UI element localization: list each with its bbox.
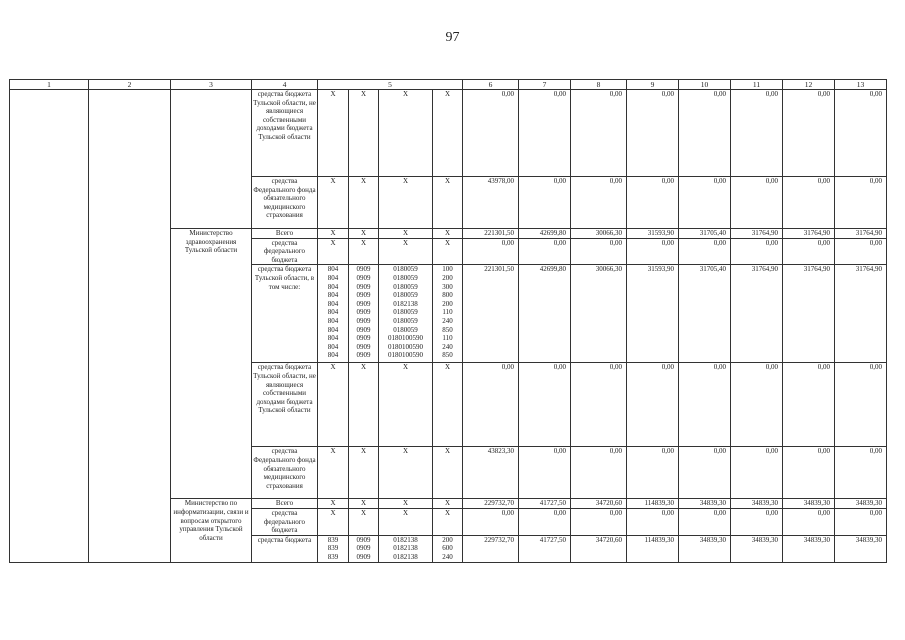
value-cell: 0,00 <box>783 508 835 535</box>
value-cell: 0,00 <box>835 508 887 535</box>
code-cell: X <box>349 363 379 447</box>
value-cell: 0,00 <box>463 90 519 177</box>
value-cell: 0,00 <box>731 508 783 535</box>
code-cell: X <box>349 447 379 499</box>
value-cell: 0,00 <box>731 90 783 177</box>
code-cell: X <box>349 177 379 229</box>
code-cell: 839 839 839 <box>318 535 349 562</box>
value-cell: 0,00 <box>571 447 627 499</box>
header-row <box>10 80 905 90</box>
value-cell: 0,00 <box>519 177 571 229</box>
ministry-cell: Министерство по информатизации, связи и вопросам открытого управления Тульской области <box>171 499 252 562</box>
code-cell: X <box>433 363 463 447</box>
header-cell: 11 <box>731 80 783 90</box>
value-cell: 0,00 <box>679 177 731 229</box>
value-cell: 34839,30 <box>731 499 783 509</box>
header-cell: 7 <box>519 80 571 90</box>
code-cell: X <box>318 90 349 177</box>
column-2-cell <box>89 90 171 563</box>
header-cell: 1 <box>10 80 89 90</box>
value-cell: 0,00 <box>627 508 679 535</box>
code-cell: 804 804 804 804 804 804 804 804 804 804 804 <box>318 265 349 363</box>
code-cell: X <box>318 508 349 535</box>
table-row <box>10 90 905 177</box>
header-cell: 6 <box>463 80 519 90</box>
value-cell: 0,00 <box>571 90 627 177</box>
code-cell: 0909 0909 0909 0909 0909 0909 0909 0909 0909 0909 0909 <box>349 265 379 363</box>
value-cell: 0,00 <box>519 238 571 265</box>
source-cell: средства Федерального фонда обязательного медицинского страхования <box>252 447 318 499</box>
source-cell: средства федерального бюджета <box>252 238 318 265</box>
value-cell: 221301,50 <box>463 229 519 239</box>
code-cell: X <box>433 90 463 177</box>
value-cell: 0,00 <box>783 447 835 499</box>
code-cell: X <box>349 499 379 509</box>
value-cell: 34839,30 <box>731 535 783 562</box>
code-cell: X <box>433 508 463 535</box>
header-cell: 9 <box>627 80 679 90</box>
value-cell: 34839,30 <box>679 499 731 509</box>
value-cell: 31764,90 <box>731 229 783 239</box>
code-cell: X <box>349 229 379 239</box>
code-cell: X <box>379 363 433 447</box>
code-cell: 0182138 0182138 0182138 <box>379 535 433 562</box>
code-cell: X <box>379 177 433 229</box>
value-cell: 0,00 <box>519 90 571 177</box>
value-cell: 0,00 <box>463 363 519 447</box>
value-cell: 34839,30 <box>783 499 835 509</box>
value-cell: 30066,30 <box>571 265 627 363</box>
value-cell: 0,00 <box>627 177 679 229</box>
value-cell: 0,00 <box>519 363 571 447</box>
value-cell: 0,00 <box>627 238 679 265</box>
value-cell: 31705,40 <box>679 265 731 363</box>
value-cell: 34839,30 <box>835 535 887 562</box>
value-cell: 0,00 <box>783 363 835 447</box>
source-cell: средства Федерального фонда обязательного медицинского страхования <box>252 177 318 229</box>
code-cell: 0180059 0180059 0180059 0180059 0182138 0180059 0180059 0180059 0180100590 0180100590 0180100590 <box>379 265 433 363</box>
value-cell: 0,00 <box>627 363 679 447</box>
value-cell: 34839,30 <box>679 535 731 562</box>
code-cell: X <box>318 238 349 265</box>
value-cell: 0,00 <box>835 177 887 229</box>
source-cell: Всего <box>252 229 318 239</box>
header-cell: 8 <box>571 80 627 90</box>
source-cell: средства бюджета Тульской области, в том числе: <box>252 265 318 363</box>
value-cell: 0,00 <box>783 90 835 177</box>
value-cell: 0,00 <box>679 508 731 535</box>
value-cell: 0,00 <box>783 177 835 229</box>
header-cell: 13 <box>835 80 887 90</box>
header-cell: 3 <box>171 80 252 90</box>
source-cell: средства федерального бюджета <box>252 508 318 535</box>
value-cell: 0,00 <box>679 90 731 177</box>
source-cell: средства бюджета <box>252 535 318 562</box>
value-cell: 0,00 <box>627 90 679 177</box>
value-cell: 31764,90 <box>783 265 835 363</box>
value-cell: 229732,70 <box>463 535 519 562</box>
value-cell: 30066,30 <box>571 229 627 239</box>
code-cell: X <box>318 447 349 499</box>
value-cell: 41727,50 <box>519 535 571 562</box>
code-cell: X <box>318 229 349 239</box>
value-cell: 43823,30 <box>463 447 519 499</box>
code-cell: X <box>379 499 433 509</box>
value-cell: 0,00 <box>783 238 835 265</box>
source-cell: Всего <box>252 499 318 509</box>
value-cell: 0,00 <box>519 447 571 499</box>
value-cell: 114839,30 <box>627 499 679 509</box>
value-cell: 0,00 <box>731 363 783 447</box>
value-cell: 0,00 <box>835 238 887 265</box>
value-cell: 0,00 <box>463 508 519 535</box>
code-cell: X <box>318 499 349 509</box>
value-cell: 0,00 <box>571 238 627 265</box>
value-cell: 0,00 <box>835 447 887 499</box>
code-cell: X <box>379 447 433 499</box>
code-cell: X <box>379 229 433 239</box>
code-cell: X <box>433 499 463 509</box>
value-cell: 42699,80 <box>519 229 571 239</box>
code-cell: X <box>433 238 463 265</box>
value-cell: 31764,90 <box>835 265 887 363</box>
code-cell: X <box>349 508 379 535</box>
header-cell: 2 <box>89 80 171 90</box>
value-cell: 0,00 <box>835 363 887 447</box>
value-cell: 0,00 <box>571 363 627 447</box>
value-cell: 0,00 <box>679 363 731 447</box>
code-cell: 200 600 240 <box>433 535 463 562</box>
code-cell: X <box>379 508 433 535</box>
value-cell: 0,00 <box>571 508 627 535</box>
value-cell: 0,00 <box>731 447 783 499</box>
code-cell: X <box>379 90 433 177</box>
header-cell: 4 <box>252 80 318 90</box>
header-cell: 12 <box>783 80 835 90</box>
value-cell: 31764,90 <box>731 265 783 363</box>
value-cell: 34839,30 <box>835 499 887 509</box>
value-cell: 31764,90 <box>783 229 835 239</box>
code-cell: X <box>433 229 463 239</box>
value-cell: 0,00 <box>679 447 731 499</box>
value-cell: 114839,30 <box>627 535 679 562</box>
value-cell: 0,00 <box>571 177 627 229</box>
code-cell: X <box>433 177 463 229</box>
value-cell: 31764,90 <box>835 229 887 239</box>
value-cell: 34720,60 <box>571 499 627 509</box>
code-cell: 0909 0909 0909 <box>349 535 379 562</box>
ministry-cell: Министерство здравоохранения Тульской области <box>171 229 252 499</box>
value-cell: 229732,70 <box>463 499 519 509</box>
source-cell: средства бюджета Тульской области, не являющиеся собственными доходами бюджета Тульской области <box>252 90 318 177</box>
header-cell: 5 <box>318 80 463 90</box>
value-cell: 31705,40 <box>679 229 731 239</box>
code-cell: X <box>433 447 463 499</box>
page-number: 97 <box>445 30 460 45</box>
value-cell: 31593,90 <box>627 265 679 363</box>
code-cell: X <box>379 238 433 265</box>
value-cell: 43978,00 <box>463 177 519 229</box>
header-cell: 10 <box>679 80 731 90</box>
value-cell: 0,00 <box>679 238 731 265</box>
value-cell: 41727,50 <box>519 499 571 509</box>
value-cell: 0,00 <box>627 447 679 499</box>
column-1-cell <box>10 90 89 563</box>
value-cell: 34720,60 <box>571 535 627 562</box>
code-cell: X <box>318 177 349 229</box>
value-cell: 34839,30 <box>783 535 835 562</box>
code-cell: 100 200 300 800 200 110 240 850 110 240 850 <box>433 265 463 363</box>
value-cell: 0,00 <box>731 238 783 265</box>
value-cell: 31593,90 <box>627 229 679 239</box>
source-cell: средства бюджета Тульской области, не являющиеся собственными доходами бюджета Тульской области <box>252 363 318 447</box>
value-cell: 0,00 <box>519 508 571 535</box>
ministry-cell <box>171 90 252 229</box>
value-cell: 0,00 <box>463 238 519 265</box>
code-cell: X <box>349 90 379 177</box>
budget-table <box>9 79 905 563</box>
code-cell: X <box>349 238 379 265</box>
value-cell: 42699,80 <box>519 265 571 363</box>
code-cell: X <box>318 363 349 447</box>
value-cell: 221301,50 <box>463 265 519 363</box>
value-cell: 0,00 <box>731 177 783 229</box>
value-cell: 0,00 <box>835 90 887 177</box>
